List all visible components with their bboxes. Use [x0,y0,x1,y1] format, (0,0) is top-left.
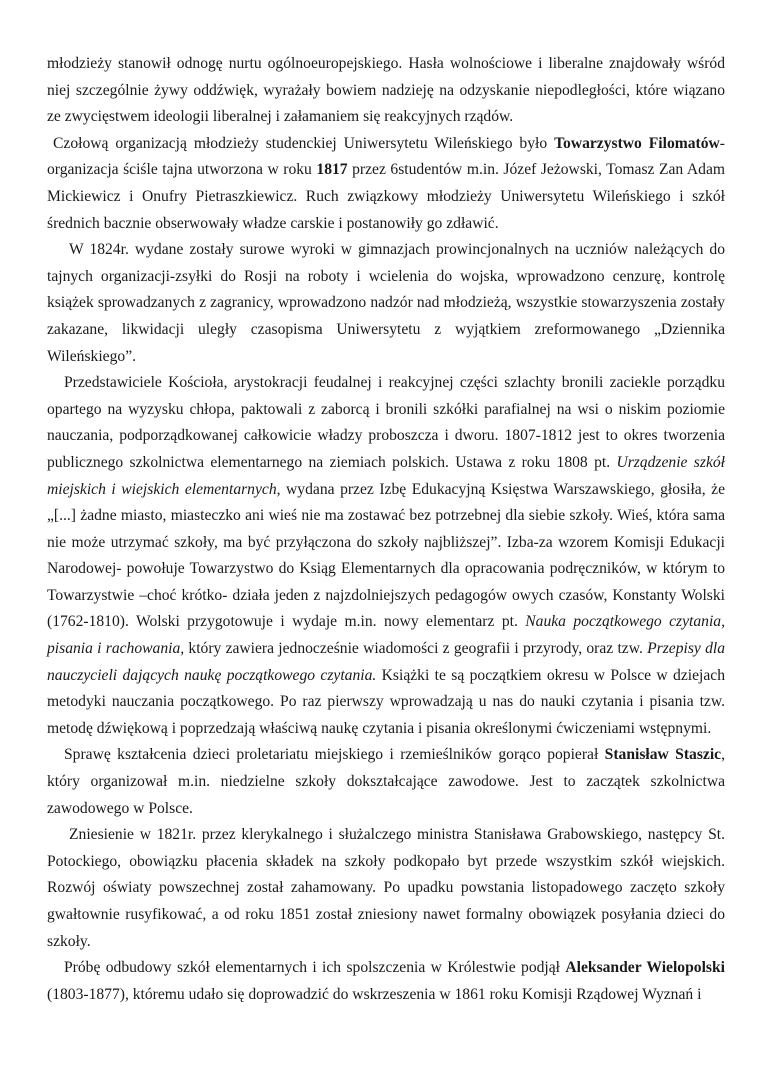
text-segment: wydana przez Izbę Edukacyjną Księstwa Warszawskiego, głosiła, że „[...] żadne miasto, miasteczko ani wieś nie ma zostawać bez potrzebnej dla siebie szkoły. Wieś, która sama nie może utrzymać szkoły, ma być przyłączona do szkoły najbliższej”. Izba-za wzorem Komisji Edukacji Narodowej- powołuje Towarzystwo do Ksiąg Elementarnych dla opracowania podręczników, w którym to Towarzystwie –choć krótko- działa jeden z najzdolniejszych pedagogów owych czasów, Konstanty Wolski (1762-1810). Wolski przygotowuje i wydaje m.in. nowy elementarz pt. [47,480,725,631]
paragraph-wielopolski [47,955,725,1008]
paragraph-filomaci [47,131,725,237]
bold-name: Aleksander Wielopolski [565,959,725,977]
text-segment: (1803-1877), któremu udało się doprowadzić do wskrzeszenia w 1861 roku Komisji Rządowej Wyznań i [47,985,702,1003]
italic-title: Urządzenie szkół miejskich i wiejskich elementarnych, [47,453,725,498]
paragraph-elementary-schools [47,370,725,742]
text-segment: przez 6studentów m.in. Józef Jeżowski, Tomasz Zan Adam Mickiewicz i Onufry Pietraszkiewicz. Ruch związkowy młodzieży Uniwersytetu Wileńskiego i szkół średnich bacznie obserwowały władze carskie i postanowiły go zdławić. [47,161,725,232]
paragraph-1821 [47,822,725,955]
paragraph-staszic [47,742,725,822]
bold-name: Stanisław Staszic [604,746,722,764]
text-segment: Próbę odbudowy szkół elementarnych i ich spolszczenia w Królestwie podjął [64,959,566,977]
text-segment: Czołową organizacją młodzieży studenckiej Uniwersytetu Wileńskiego było [53,134,555,152]
text-segment: W 1824r. wydane zostały surowe wyroki w gimnazjach prowincjonalnych na uczniów należących do tajnych organizacji-zsyłki do Rosji na roboty i wcielenia do wojska, wprowadzono cenzurę, kontrolę książek sprowadzanych z zagranicy, wprowadzono nadzór nad młodzieżą, wszystkie stowarzyszenia zostały zakazane, likwidacji uległy czasopisma Uniwersytetu z wyjątkiem zreformowanego „Dziennika Wileńskiego”. [47,241,725,365]
paragraph-youth-movement [47,51,725,131]
text-segment: który zawiera jednocześnie wiadomości z geografii i przyrody, oraz tzw. [184,640,648,658]
document-page [47,51,725,1008]
italic-title: Przepisy dla nauczycieli dających naukę początkowego czytania. [47,640,726,684]
bold-term: Towarzystwo Filomatów [554,134,720,152]
paragraph-1824 [47,237,725,370]
bold-year: 1817 [316,161,348,179]
text-segment: młodzieży stanowił odnogę nurtu ogólnoeuropejskiego. Hasła wolnościowe i liberalne znajdowały wśród niej szczególnie żywy oddźwięk, wyrażały bowiem nadzieję na odzyskanie niepodległości, które wiązano ze zwycięstwem ideologii liberalnej i załamaniem się reakcyjnych rządów. [47,55,725,126]
text-segment: Książki te są początkiem okresu w Polsce w dziejach metodyki nauczania początkowego. Po raz pierwszy wprowadzają u nas do nauki czytania i pisania tzw. metodę dźwiękową i poprzedzają właściwą naukę czytania i pisania określonymi ćwiczeniami wstępnymi. [47,666,725,737]
text-segment: Przedstawiciele Kościoła, arystokracji feudalnej i reakcyjnej części szlachty bronili zaciekle porządku opartego na wyzysku chłopa, paktowali z zaborcą i bronili szkółki parafialnej na wsi o niskim poziomie nauczania, podporządkowanej całkowicie władzy proboszcza i dworu. 1807-1812 jest to okres tworzenia publicznego szkolnictwa elementarnego na ziemiach polskich. Ustawa z roku 1808 pt. [47,374,725,471]
text-segment: , który organizował m.in. niedzielne szkoły dokształcające zawodowe. Jest to zaczątek szkolnictwa zawodowego w Polsce. [47,746,725,817]
text-segment: -organizacja ściśle tajna utworzona w roku [47,134,725,179]
text-segment: Zniesienie w 1821r. przez klerykalnego i służalczego ministra Stanisława Grabowskiego, następcy St. Potockiego, obowiązku płacenia składek na szkoły podkopało byt przede wszystkim szkół wiejskich. Rozwój oświaty powszechnej został zahamowany. Po upadku powstania listopadowego zaczęto szkoły gwałtownie rusyfikować, a od roku 1851 został zniesiony nawet formalny obowiązek posyłania dzieci do szkoły. [47,826,725,950]
italic-title: Nauka początkowego czytania, pisania i rachowania, [47,613,725,658]
text-segment: Sprawę kształcenia dzieci proletariatu miejskiego i rzemieślników gorąco popierał [64,746,605,764]
